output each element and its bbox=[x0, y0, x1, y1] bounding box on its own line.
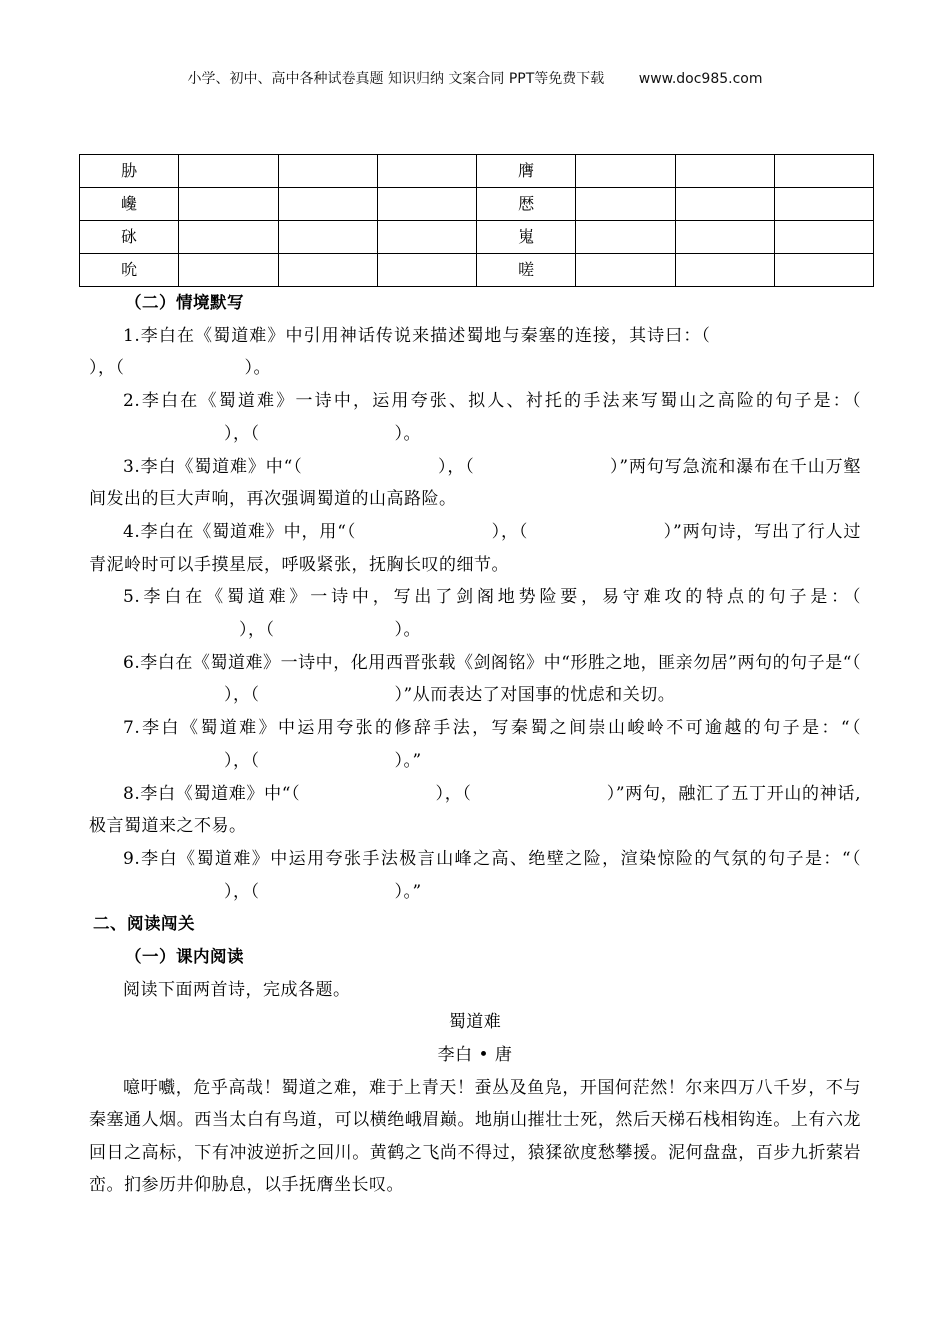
answer-cell[interactable] bbox=[774, 221, 873, 254]
table-row bbox=[80, 254, 874, 287]
question-item bbox=[89, 843, 861, 908]
question-text: 6.李白在《蜀道难》一诗中，化用西晋张载《剑阁铭》中“形胜之地，匪亲勿居”两句的句子是“（ bbox=[123, 652, 861, 673]
question-text: ），（ bbox=[224, 881, 260, 902]
answer-cell[interactable] bbox=[377, 155, 476, 188]
answer-cell[interactable] bbox=[576, 254, 675, 287]
question-text: ）。 bbox=[394, 620, 421, 641]
question-text: ）”两句，融汇了五丁开山的神话,极言蜀道来之不易。 bbox=[89, 783, 861, 837]
question-text: ），（ bbox=[224, 750, 260, 771]
question-item bbox=[89, 647, 861, 712]
answer-cell[interactable] bbox=[377, 221, 476, 254]
char-cell: 厯 bbox=[477, 188, 576, 221]
poem-title: 蜀道难 bbox=[448, 1012, 502, 1033]
question-text: 1.李白在《蜀道难》中引用神话传说来描述蜀地与秦塞的连接，其诗曰：（ bbox=[123, 325, 711, 346]
answer-cell[interactable] bbox=[377, 254, 476, 287]
header-url[interactable]: www.doc985.com bbox=[638, 71, 763, 87]
page-header bbox=[0, 68, 950, 88]
answer-cell[interactable] bbox=[278, 254, 377, 287]
answer-cell[interactable] bbox=[179, 221, 278, 254]
poem-author: 李白 • 唐 bbox=[437, 1045, 513, 1066]
answer-cell[interactable] bbox=[179, 254, 278, 287]
section-title-situational: （二）情境默写 bbox=[125, 293, 244, 312]
header-text: 小学、初中、高中各种试卷真题 知识归纳 文案合同 PPT等免费下载 bbox=[187, 71, 605, 87]
answer-cell[interactable] bbox=[774, 254, 873, 287]
answer-cell[interactable] bbox=[675, 221, 774, 254]
question-item bbox=[89, 712, 861, 777]
question-text: 8.李白《蜀道难》中“（ bbox=[123, 783, 301, 804]
question-text: ），（ bbox=[89, 358, 125, 379]
question-text: 9.李白《蜀道难》中运用夸张手法极言山峰之高、绝壁之险，渲染惊险的气氛的句子是：“（ bbox=[123, 848, 861, 869]
question-text: 5.李白在《蜀道难》一诗中，写出了剑阁地势险要，易守难攻的特点的句子是：（ bbox=[123, 587, 861, 608]
question-item bbox=[89, 451, 861, 516]
char-cell: 巉 bbox=[80, 188, 179, 221]
question-item bbox=[89, 385, 861, 450]
table-row bbox=[80, 221, 874, 254]
char-cell: 嗟 bbox=[477, 254, 576, 287]
question-list bbox=[89, 320, 861, 909]
char-cell: 嵬 bbox=[477, 221, 576, 254]
question-text: ）。” bbox=[394, 881, 422, 902]
question-text: ）”两句写急流和瀑布在千山万壑间发出的巨大声响，再次强调蜀道的山高路险。 bbox=[89, 456, 862, 510]
question-text: ），（ bbox=[224, 685, 260, 706]
char-cell: 砯 bbox=[80, 221, 179, 254]
char-cell: 膺 bbox=[477, 155, 576, 188]
question-text: ）。” bbox=[394, 750, 422, 771]
answer-cell[interactable] bbox=[576, 155, 675, 188]
char-cell: 吮 bbox=[80, 254, 179, 287]
question-text: 7.李白《蜀道难》中运用夸张的修辞手法，写秦蜀之间崇山峻岭不可逾越的句子是：“（ bbox=[123, 718, 861, 739]
reading-instruction: 阅读下面两首诗，完成各题。 bbox=[123, 979, 351, 1000]
question-text: ）”从而表达了对国事的忧虑和关切。 bbox=[394, 685, 676, 706]
question-text: ），（ bbox=[491, 521, 529, 542]
answer-cell[interactable] bbox=[278, 155, 377, 188]
section-title-reading: 二、阅读闯关 bbox=[93, 914, 195, 934]
question-item bbox=[89, 516, 861, 581]
question-text: ）。 bbox=[244, 358, 271, 379]
answer-cell[interactable] bbox=[774, 155, 873, 188]
question-item bbox=[89, 320, 861, 385]
answer-cell[interactable] bbox=[179, 188, 278, 221]
question-item bbox=[89, 581, 861, 646]
question-text: ）。 bbox=[394, 423, 421, 444]
question-text: ），（ bbox=[224, 423, 260, 444]
answer-cell[interactable] bbox=[774, 188, 873, 221]
subsection-title: （一）课内阅读 bbox=[125, 947, 244, 967]
question-text: 2.李白在《蜀道难》一诗中，运用夸张、拟人、衬托的手法来写蜀山之高险的句子是：（ bbox=[123, 391, 861, 412]
answer-cell[interactable] bbox=[576, 221, 675, 254]
answer-cell[interactable] bbox=[278, 188, 377, 221]
question-text: ），（ bbox=[437, 456, 475, 477]
answer-cell[interactable] bbox=[576, 188, 675, 221]
question-text: ），（ bbox=[435, 783, 472, 804]
answer-cell[interactable] bbox=[675, 188, 774, 221]
question-text: 4.李白在《蜀道难》中，用“（ bbox=[123, 521, 357, 542]
answer-cell[interactable] bbox=[675, 155, 774, 188]
question-item bbox=[89, 778, 861, 843]
table-row bbox=[80, 188, 874, 221]
char-cell: 胁 bbox=[80, 155, 179, 188]
poem-text: 噫吁嚱，危乎高哉！蜀道之难，难于上青天！蚕丛及鱼凫，开国何茫然！尔来四万八千岁，不与秦塞通人烟。西当太白有鸟道，可以横绝峨眉巅。地崩山摧壮士死，然后天梯石栈相钩连。上有六龙回日之高标，下有冲波逆折之回川。黄鹤之飞尚不得过，猿猱欲度愁攀援。泥何盘盘，百步九折萦岩峦。扪参历井仰胁息，以手抚膺坐长叹。 bbox=[89, 1077, 861, 1196]
main-content bbox=[89, 287, 861, 1202]
question-text: ）”两句诗，写出了行人过青泥岭时可以手摸星辰，呼吸紧张，抚胸长叹的细节。 bbox=[89, 521, 861, 575]
table-row bbox=[80, 155, 874, 188]
question-text: ），（ bbox=[239, 620, 275, 641]
answer-cell[interactable] bbox=[675, 254, 774, 287]
answer-cell[interactable] bbox=[377, 188, 476, 221]
character-table bbox=[79, 154, 874, 287]
answer-cell[interactable] bbox=[179, 155, 278, 188]
question-text: 3.李白《蜀道难》中“（ bbox=[123, 456, 303, 477]
answer-cell[interactable] bbox=[278, 221, 377, 254]
